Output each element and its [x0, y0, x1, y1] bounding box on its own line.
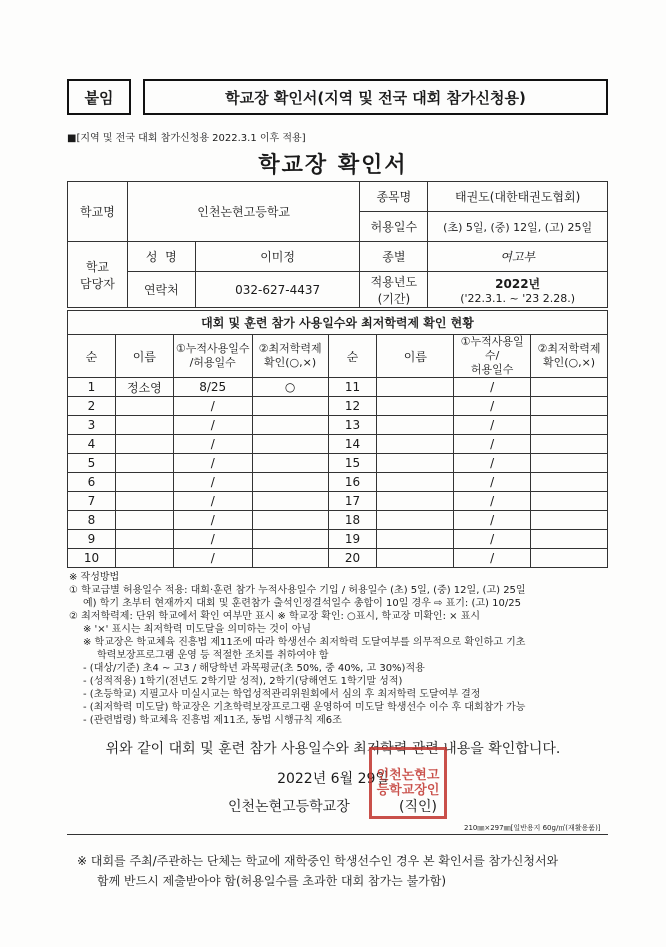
row-number: 2: [68, 397, 116, 416]
gender-value: 여고부: [428, 242, 608, 272]
row-number: 13: [328, 416, 377, 435]
principal-name: 인천논현고등학교장: [228, 799, 350, 815]
row-number: 19: [328, 530, 377, 549]
table-caption: 대회 및 훈련 참가 사용일수와 최저학력제 확인 현황: [68, 311, 608, 335]
participant-name: [115, 416, 173, 435]
days-used: /: [454, 530, 531, 549]
row-number: 20: [328, 549, 377, 568]
apply-note: ■[지역 및 전국 대회 참가신청용 2022.3.1 이후 적용]: [67, 133, 306, 144]
header-check: [252, 335, 328, 378]
participant-name: [115, 492, 173, 511]
row-number: 16: [328, 473, 377, 492]
row-number: 15: [328, 454, 377, 473]
days-used: /: [454, 378, 531, 397]
participant-name: [377, 454, 454, 473]
contact-label: 연락처: [127, 272, 195, 308]
table-row: [68, 511, 608, 530]
manager-label-line-1: 학교: [85, 259, 110, 274]
row-number: 10: [68, 549, 116, 568]
usage-table: [67, 310, 608, 568]
days-used: /: [454, 549, 531, 568]
header-check-line-2: 확인(○,×): [264, 356, 317, 369]
table-row: [68, 454, 608, 473]
participant-name: [377, 511, 454, 530]
manager-label: [68, 242, 128, 308]
participant-name: [115, 511, 173, 530]
table-row: [68, 435, 608, 454]
instruction-line: - (대상/기준) 초4 ~ 고3 / 해당학년 과목평균(초 50%, 중 40%, 고 30%)적용: [83, 663, 425, 674]
days-used: /: [173, 397, 252, 416]
academic-check: [531, 549, 608, 568]
participant-name: [377, 473, 454, 492]
header-no: 순: [68, 335, 116, 378]
days-used: /: [173, 454, 252, 473]
academic-check: [252, 530, 328, 549]
table-row: [68, 397, 608, 416]
allow-label: 허용일수: [360, 212, 428, 242]
academic-check: [252, 416, 328, 435]
instruction-line: - (최저학력 미도달) 학교장은 기초학력보장프로그램 운영하여 미도달 학생선수 이수 후 대회참가 가능: [83, 702, 526, 713]
academic-check: [531, 492, 608, 511]
confirm-statement: 위와 같이 대회 및 훈련 참가 사용일수와 최저학력 관련 내용을 확인합니다.: [105, 741, 561, 757]
participant-name: [377, 416, 454, 435]
participant-name: [115, 397, 173, 416]
row-number: 3: [68, 416, 116, 435]
sport-value: 태권도(대한태권도협회): [428, 182, 608, 212]
header-days: [173, 335, 252, 378]
academic-check: [531, 473, 608, 492]
table-row: [68, 492, 608, 511]
days-used: /: [173, 492, 252, 511]
days-used: /: [454, 435, 531, 454]
days-used: /: [454, 397, 531, 416]
instruction-line: ① 학교급별 허용일수 적용: 대회·훈련 참가 누적사용일수 기입 / 허용일수 (초) 5일, (중) 12일, (고) 25일: [69, 585, 526, 596]
academic-check: [531, 530, 608, 549]
year-value: [428, 272, 608, 308]
academic-check: [531, 454, 608, 473]
year-label-line-2: (기간): [377, 291, 411, 306]
instruction-line: - (초등학교) 지필고사 미실시교는 학업성적관리위원회에서 심의 후 최저학력 도달여부 결정: [83, 689, 481, 700]
participant-name: [377, 530, 454, 549]
year-value-line-1: 2022년: [495, 276, 541, 291]
sport-label: 종목명: [360, 182, 428, 212]
participant-name: [377, 397, 454, 416]
table-row: [68, 416, 608, 435]
header-days-line-1: ①누적사용일수: [175, 342, 250, 355]
row-number: 6: [68, 473, 116, 492]
days-used: /: [454, 454, 531, 473]
attachment-tag: 붙임: [67, 79, 131, 115]
days-used: /: [173, 416, 252, 435]
days-used: /: [454, 511, 531, 530]
table-row: [68, 549, 608, 568]
info-table: [67, 181, 608, 308]
participant-name: [115, 530, 173, 549]
header-check-right-line-2: 확인(○,×): [542, 356, 596, 369]
school-value: 인천논현고등학교: [127, 182, 360, 242]
instruction-line: - (성적적용) 1학기(전년도 2학기말 성적), 2학기(당해연도 1학기말 성적): [83, 676, 403, 687]
academic-check: [531, 435, 608, 454]
official-seal: 인천논현고등학교장인: [369, 747, 447, 819]
table-row: [68, 473, 608, 492]
usage-body: [68, 378, 608, 568]
instruction-line: 예) 학기 초부터 현재까지 대회 및 훈련참가 출석인정결석일수 총합이 10일 경우 ⇨ 표기: (고) 10/25: [83, 598, 521, 609]
row-number: 18: [328, 511, 377, 530]
days-used: /: [173, 530, 252, 549]
instruction-line: ② 최저학력제: 단위 학교에서 확인 여부만 표시 ※ 학교장 확인: ○표시, 학교장 미확인: × 표시: [69, 611, 481, 622]
participant-name: [377, 378, 454, 397]
days-used: /: [454, 416, 531, 435]
header-check-right: [531, 335, 608, 378]
header-name-right: 이름: [377, 335, 454, 378]
days-used: /: [173, 549, 252, 568]
header-days-right: [454, 335, 531, 378]
academic-check: [252, 549, 328, 568]
academic-check: [531, 511, 608, 530]
header-days-right-line-2: 허용일수: [470, 363, 514, 376]
row-number: 17: [328, 492, 377, 511]
name-label: 성 명: [127, 242, 195, 272]
academic-check: [252, 511, 328, 530]
academic-check: [252, 435, 328, 454]
manager-label-line-2: 담당자: [80, 276, 115, 291]
table-row: [68, 378, 608, 397]
header-check-line-1: ②최저학력제: [258, 342, 322, 355]
days-used: /: [173, 473, 252, 492]
allow-value: (초) 5일, (중) 12일, (고) 25일: [428, 212, 608, 242]
year-value-line-2: ('22.3.1. ~ '23 2.28.): [460, 291, 576, 305]
school-label: 학교명: [68, 182, 128, 242]
paper-rule: [67, 834, 608, 835]
instruction-line: - (관련법령) 학교체육 진흥법 제11조, 동법 시행규칙 제6조: [83, 715, 342, 726]
row-number: 1: [68, 378, 116, 397]
footer-note-2: 함께 반드시 제출받아야 함(허용일수를 초과한 대회 참가는 불가함): [97, 874, 447, 888]
row-number: 9: [68, 530, 116, 549]
academic-check: [531, 378, 608, 397]
row-number: 11: [328, 378, 377, 397]
header-name: 이름: [115, 335, 173, 378]
table-row: [68, 530, 608, 549]
participant-name: 정소영: [115, 378, 173, 397]
year-label-line-1: 적용년도: [370, 274, 418, 289]
participant-name: [115, 454, 173, 473]
header-days-right-line-1: ①누적사용일수/: [460, 335, 524, 362]
participant-name: [377, 492, 454, 511]
instructions: [69, 571, 609, 727]
instruction-line: ※ 학교장은 학교체육 진흥법 제11조에 따라 학생선수 최저학력 도달여부를 의무적으로 확인하고 기초: [83, 637, 526, 648]
academic-check: [531, 397, 608, 416]
name-value: 이미정: [195, 242, 360, 272]
document-heading: 학교장 확인서(지역 및 전국 대회 참가신청용): [143, 79, 608, 115]
days-used: /: [454, 492, 531, 511]
academic-check: ○: [252, 378, 328, 397]
academic-check: [252, 397, 328, 416]
header-no-right: 순: [328, 335, 377, 378]
participant-name: [115, 549, 173, 568]
participant-name: [115, 473, 173, 492]
year-label: [360, 272, 428, 308]
row-number: 14: [328, 435, 377, 454]
instruction-line: ※ 작성방법: [69, 572, 120, 583]
footer-note-1: ※ 대회를 주최/주관하는 단체는 학교에 재학중인 학생선수인 경우 본 확인서를 참가신청서와: [77, 854, 559, 868]
instruction-line: ※ '×' 표시는 최저학력 미도달을 의미하는 것이 아님: [83, 624, 312, 635]
academic-check: [531, 416, 608, 435]
contact-value: 032-627-4437: [195, 272, 360, 308]
page-title: 학교장 확인서: [258, 153, 408, 178]
gender-label: 종별: [360, 242, 428, 272]
confirm-date: 2022년 6월 29일: [277, 771, 389, 787]
row-number: 12: [328, 397, 377, 416]
paper-spec: 210㎜×297㎜[일반용지 60g/㎡(재활용품)]: [464, 824, 601, 832]
days-used: 8/25: [173, 378, 252, 397]
days-used: /: [454, 473, 531, 492]
seal-label: (직인): [399, 799, 437, 815]
row-number: 8: [68, 511, 116, 530]
participant-name: [115, 435, 173, 454]
row-number: 4: [68, 435, 116, 454]
participant-name: [377, 549, 454, 568]
academic-check: [252, 492, 328, 511]
participant-name: [377, 435, 454, 454]
row-number: 7: [68, 492, 116, 511]
header-check-right-line-1: ②최저학력제: [537, 342, 601, 355]
days-used: /: [173, 511, 252, 530]
academic-check: [252, 454, 328, 473]
header-days-line-2: /허용일수: [189, 356, 236, 369]
row-number: 5: [68, 454, 116, 473]
instruction-line: 학력보장프로그램 운영 등 적절한 조치를 취하여야 함: [97, 650, 329, 661]
days-used: /: [173, 435, 252, 454]
academic-check: [252, 473, 328, 492]
